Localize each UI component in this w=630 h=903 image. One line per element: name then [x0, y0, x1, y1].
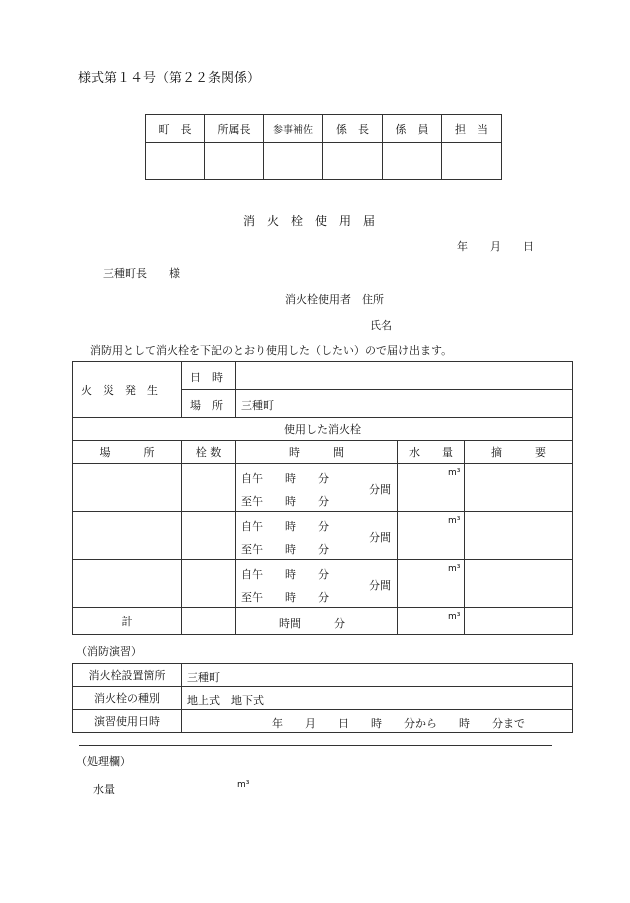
time-from: 自午 時 分 [241, 472, 329, 485]
approval-header-deputy: 参事補佐 [264, 115, 323, 143]
fire-occurrence-label-cell [73, 362, 182, 418]
time-from: 自午 時 分 [241, 520, 329, 533]
approval-header-in-charge: 担 当 [442, 115, 502, 143]
usage-row-time[interactable] [236, 464, 398, 512]
time-minutes: 分間 [369, 579, 391, 592]
fire-datetime-label-cell [182, 362, 236, 390]
addressee: 三種町長 様 [103, 267, 180, 280]
drill-location-cell[interactable] [182, 664, 573, 687]
time-to: 至午 時 分 [241, 495, 329, 508]
drill-location-label: 消火栓設置箇所 [73, 664, 182, 687]
drill-section-label: （消防演習） [76, 645, 142, 658]
usage-row-count[interactable] [182, 512, 236, 560]
time-to: 至午 時 分 [241, 543, 329, 556]
time-minutes: 分間 [369, 531, 391, 544]
usage-row-time[interactable] [236, 512, 398, 560]
water-unit: m³ [448, 516, 461, 526]
usage-row-remarks[interactable] [465, 512, 573, 560]
usage-row-water[interactable] [398, 464, 465, 512]
fire-place-label-cell [182, 390, 236, 418]
header-hydrant-count: 栓 数 [182, 441, 236, 464]
usage-row-place[interactable] [73, 512, 182, 560]
usage-row-count[interactable] [182, 464, 236, 512]
applicant-address-label: 消火栓使用者 住所 [285, 293, 384, 306]
usage-row-remarks[interactable] [465, 464, 573, 512]
total-remarks[interactable] [465, 608, 573, 635]
fire-occurrence-label: 火 災 発 生 [81, 384, 158, 397]
approval-stamp-cell[interactable] [264, 143, 323, 180]
approval-stamp-cell[interactable] [383, 143, 442, 180]
total-time: 時間 分 [279, 617, 345, 630]
drill-date-value: 年 月 日 時 分から 時 分まで [272, 717, 525, 730]
time-from: 自午 時 分 [241, 568, 329, 581]
usage-row-place[interactable] [73, 560, 182, 608]
water-unit: m³ [448, 468, 461, 478]
processing-water-unit: m³ [237, 780, 250, 790]
intro-text: 消防用として消火栓を下記のとおり使用した（したい）ので届け出ます。 [90, 344, 453, 357]
approval-stamp-cell[interactable] [323, 143, 383, 180]
approval-header-dept-head: 所属長 [205, 115, 264, 143]
time-to: 至午 時 分 [241, 591, 329, 604]
water-unit: m³ [448, 564, 461, 574]
processing-water-label: 水量 [93, 783, 115, 796]
date-line: 年 月 日 [457, 240, 534, 253]
time-minutes: 分間 [369, 483, 391, 496]
fire-datetime-label: 日 時 [190, 371, 223, 384]
total-time-cell[interactable] [236, 608, 398, 635]
approval-header-section-chief: 係 長 [323, 115, 383, 143]
drill-type-label: 消火栓の種別 [73, 687, 182, 710]
divider [79, 745, 552, 746]
header-remarks: 摘 要 [465, 441, 573, 464]
usage-row-place[interactable] [73, 464, 182, 512]
total-label: 計 [73, 608, 182, 635]
approval-header-staff: 係 員 [383, 115, 442, 143]
applicant-name-label: 氏名 [370, 319, 392, 332]
usage-row-water[interactable] [398, 512, 465, 560]
usage-row-time[interactable] [236, 560, 398, 608]
header-water-volume: 水 量 [398, 441, 465, 464]
approval-stamp-cell[interactable] [146, 143, 205, 180]
processing-section-label: （処理欄） [76, 755, 131, 768]
total-water-cell[interactable] [398, 608, 465, 635]
usage-row-count[interactable] [182, 560, 236, 608]
header-place: 場 所 [73, 441, 182, 464]
approval-header-mayor: 町 長 [146, 115, 205, 143]
document-title: 消 火 栓 使 用 届 [243, 214, 376, 228]
fire-datetime-value[interactable] [236, 362, 573, 390]
drill-date-label: 演習使用日時 [73, 710, 182, 733]
drill-table [72, 663, 573, 733]
used-hydrant-caption: 使用した消火栓 [73, 418, 573, 441]
fire-place-label: 場 所 [190, 399, 223, 412]
drill-type-value: 地上式 地下式 [187, 694, 264, 707]
usage-row-water[interactable] [398, 560, 465, 608]
approval-stamp-cell[interactable] [205, 143, 264, 180]
usage-table [72, 361, 573, 635]
drill-type-cell[interactable] [182, 687, 573, 710]
fire-place-value-cell[interactable] [236, 390, 573, 418]
approval-stamp-cell[interactable] [442, 143, 502, 180]
total-count[interactable] [182, 608, 236, 635]
total-water-unit: m³ [448, 612, 461, 622]
approval-table [145, 114, 502, 180]
header-time: 時 間 [236, 441, 398, 464]
drill-location-value: 三種町 [187, 671, 220, 684]
drill-date-cell[interactable] [182, 710, 573, 733]
form-number: 様式第１４号（第２２条関係） [78, 71, 261, 86]
usage-row-remarks[interactable] [465, 560, 573, 608]
fire-place-value: 三種町 [241, 399, 274, 412]
